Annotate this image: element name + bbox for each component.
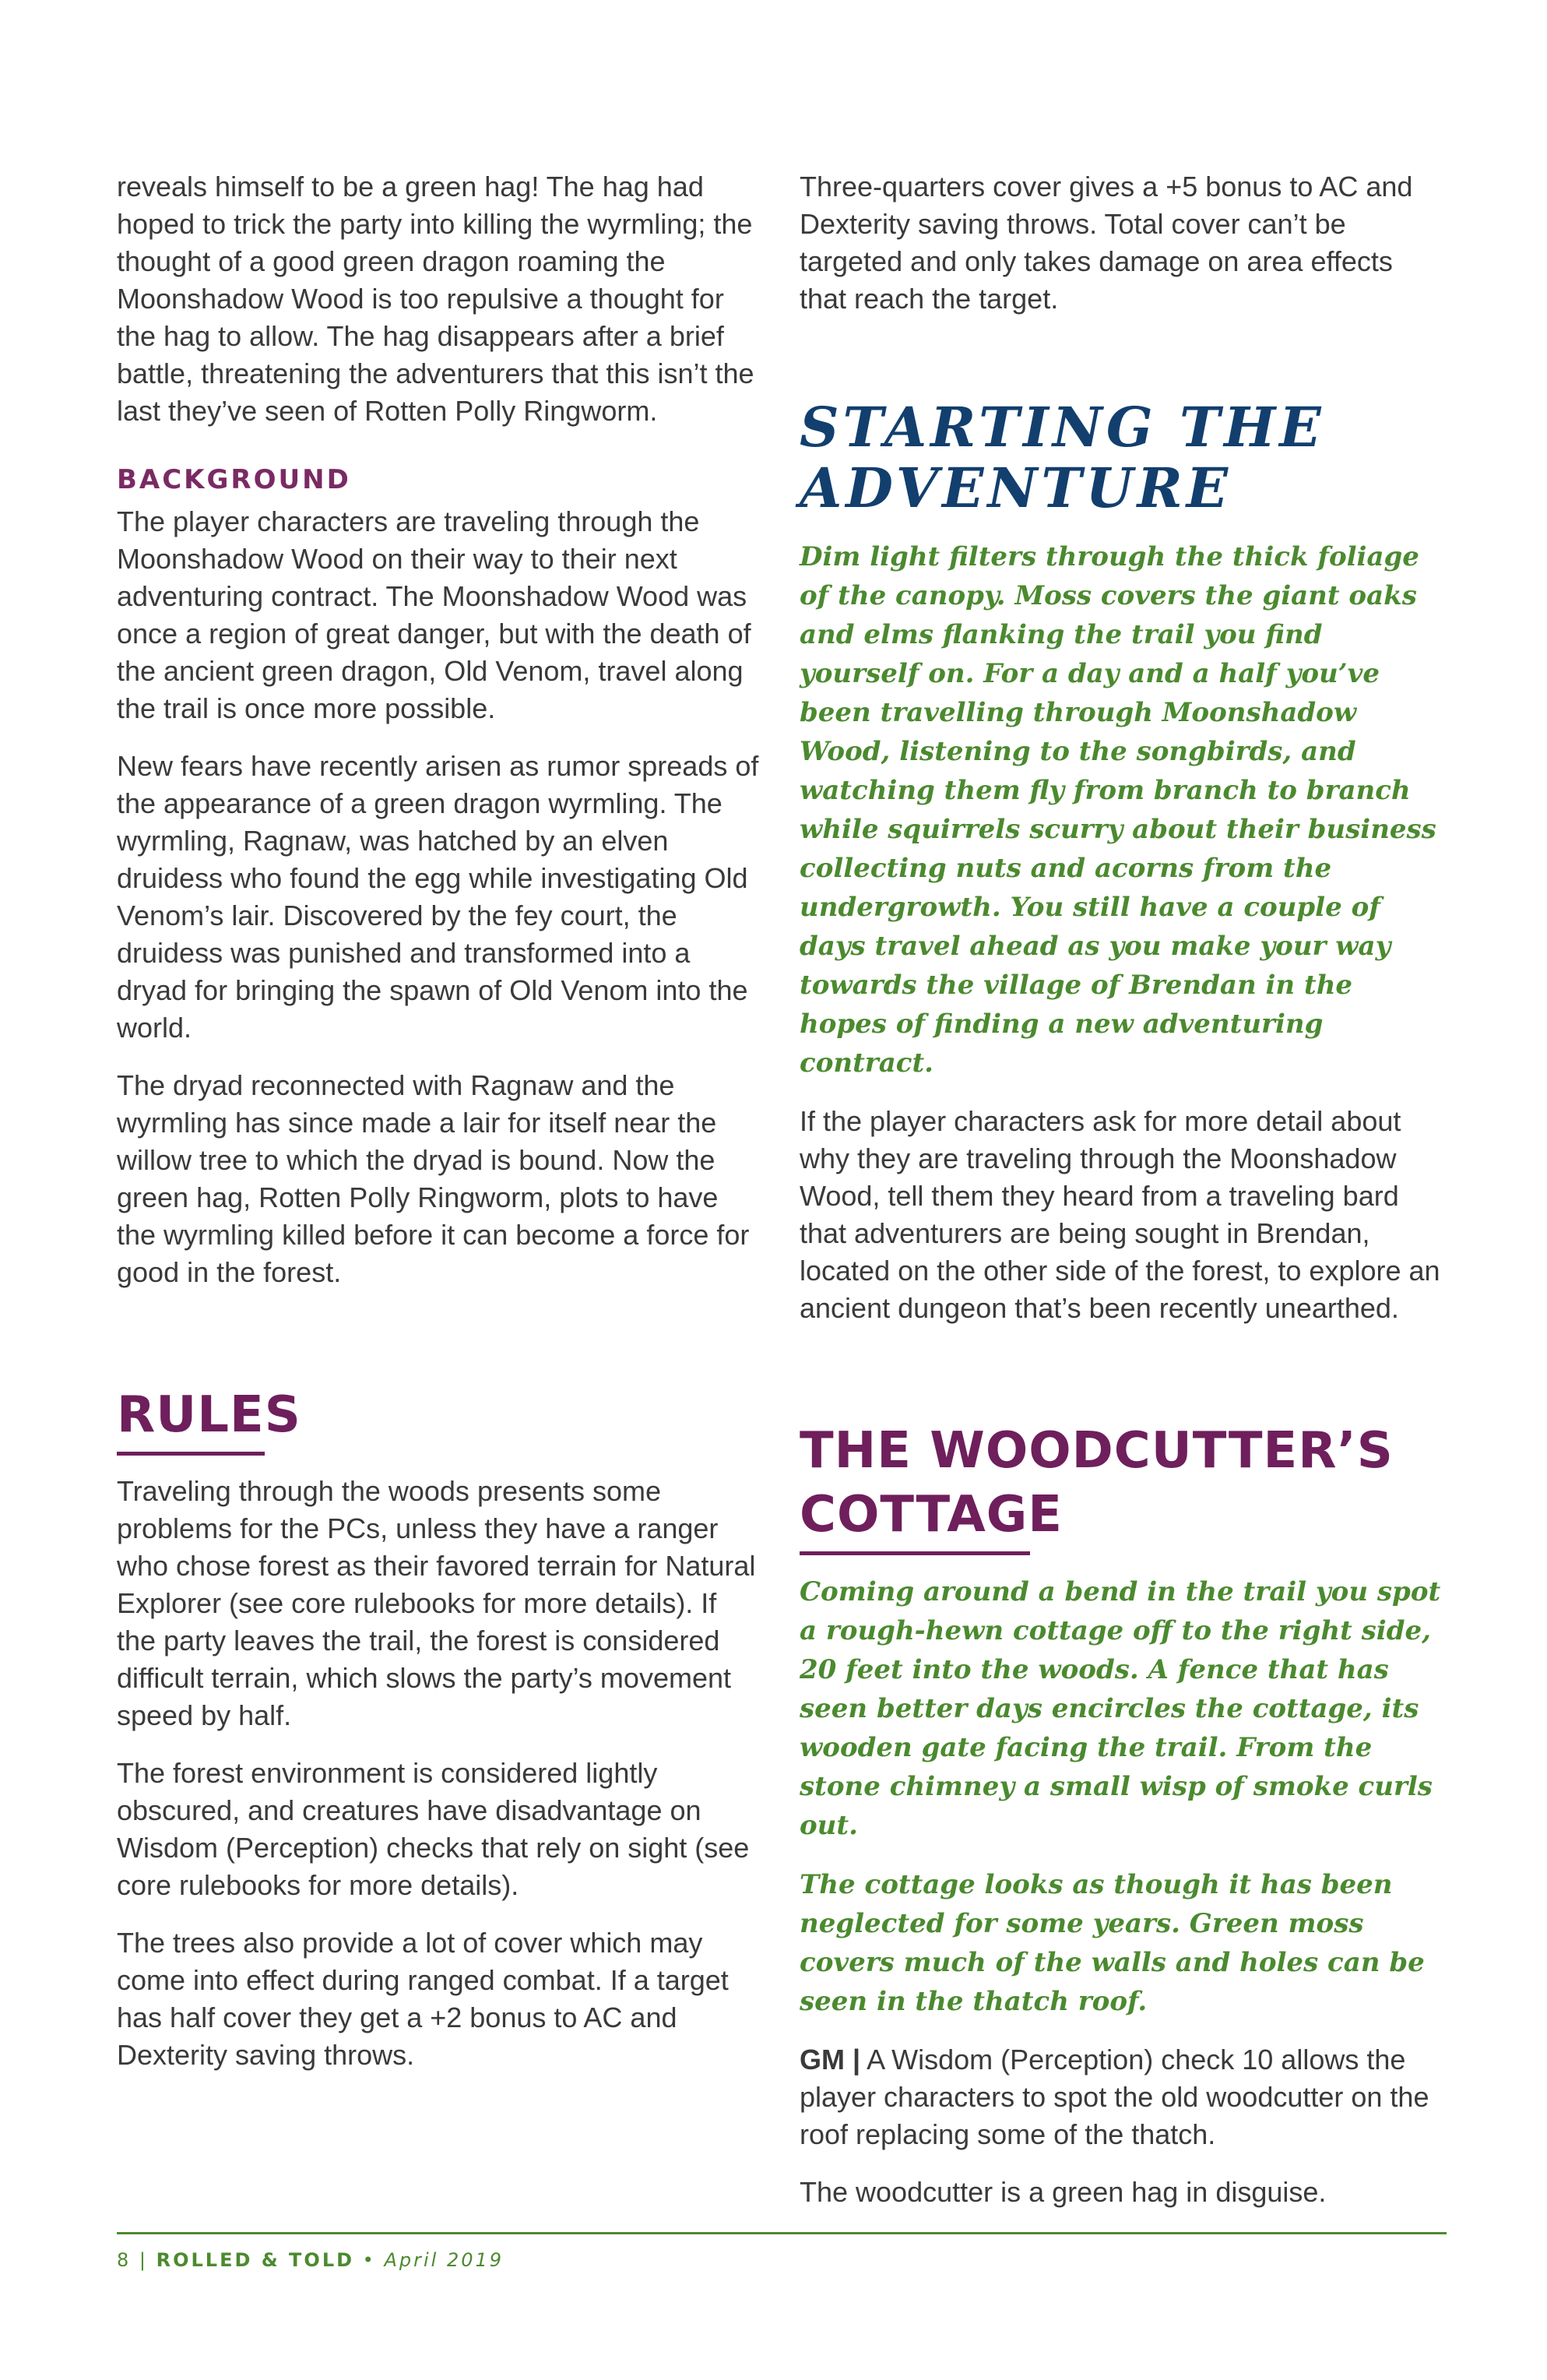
rules-title: RULES [117, 1386, 301, 1444]
read-aloud-text-3: The cottage looks as though it has been neglected for some years. Green moss covers much of the walls and holes can be seen in the thatch roof. [800, 1869, 1425, 2017]
cover-paragraph: Three-quarters cover gives a +5 bonus to AC and Dexterity saving throws. Total cover can’t be targeted and only takes damage on area effects that reach the target. [800, 171, 1413, 315]
gm-note-text: A Wisdom (Perception) check 10 allows the player characters to spot the old woodcutter on the roof replacing some of the thatch. [800, 2044, 1429, 2150]
footer-separator: | [131, 2249, 156, 2271]
gm-note [800, 2041, 1446, 2153]
footer-divider [117, 2232, 1447, 2234]
starting-adventure-title: STARTING THE ADVENTURE [800, 395, 1325, 520]
issue-date: April 2019 [384, 2249, 505, 2271]
cottage-title-underline [800, 1551, 1030, 1555]
gm-label: GM | [800, 2044, 861, 2075]
background-paragraph-2: New fears have recently arisen as rumor spreads of the appearance of a green dragon wyrmling. The wyrmling, Ragnaw, was hatched by an elven druidess who found the egg while investigating Old Venom’s lair. Discovered by the fey court, the druidess was punished and transformed into a dryad for bringing the spawn of Old Venom into the world. [117, 750, 759, 1044]
read-aloud-text-2: Coming around a bend in the trail you spot a rough-hewn cottage off to the right side, 20 feet into the woods. A fence that has seen better days encircles the cottage, its wooden gate facing the trail. From the stone chimney a small wisp of smoke curls out. [800, 1576, 1441, 1841]
background-paragraph-3: The dryad reconnected with Ragnaw and the wyrmling has since made a lair for itself near the willow tree to which the dryad is bound. Now the green hag, Rotten Polly Ringworm, plots to have the wyrmling killed before it can become a force for good in the forest. [117, 1069, 750, 1288]
rules-paragraph-2: The forest environment is considered lightly obscured, and creatures have disadvantage on Wisdom (Perception) checks that rely on sight (see core rulebooks for more details). [117, 1757, 750, 1901]
detail-paragraph: If the player characters ask for more detail about why they are traveling through the Moonshadow Wood, tell them they heard from a traveling bard that adventurers are being sought in Brendan, located on the other side of the forest, to explore an ancient dungeon that’s been recently unearthed. [800, 1105, 1440, 1324]
disguise-paragraph: The woodcutter is a green hag in disguise. [800, 2176, 1327, 2208]
woodcutters-cottage-title: THE WOODCUTTER’S COTTAGE [800, 1422, 1394, 1544]
footer-bullet: • [354, 2249, 385, 2271]
background-heading: BACKGROUND [117, 464, 351, 495]
rules-title-underline [117, 1452, 265, 1456]
page-footer [117, 2249, 504, 2271]
read-aloud-text-1: Dim light filters through the thick foliage of the canopy. Moss covers the giant oaks and elms flanking the trail you find yourself on. For a day and a half you’ve been travelling through Moonshadow Wood, listening to the songbirds, and watching them fly from branch to branch while squirrels scurry about their business collecting nuts and acorns from the undergrowth. You still have a couple of days travel ahead as you make your way towards the village of Brendan in the hopes of finding a new adventuring contract. [800, 541, 1436, 1079]
publication-name: ROLLED & TOLD [156, 2249, 355, 2271]
rules-paragraph-3: The trees also provide a lot of cover which may come into effect during ranged combat. If a target has half cover they get a +2 bonus to AC and Dexterity saving throws. [117, 1927, 729, 2071]
rules-paragraph-1: Traveling through the woods presents some problems for the PCs, unless they have a ranger who chose forest as their favored terrain for Natural Explorer (see core rulebooks for more details). If the party leaves the trail, the forest is considered difficult terrain, which slows the party’s movement speed by half. [117, 1475, 756, 1731]
right-column [800, 168, 1446, 2231]
left-column [117, 168, 761, 2094]
page-number: 8 [117, 2249, 132, 2271]
intro-paragraph: reveals himself to be a green hag! The hag had hoped to trick the party into killing the wyrmling; the thought of a good green dragon roaming the Moonshadow Wood is too repulsive a thought for the hag to allow. The hag disappears after a brief battle, threatening the adventurers that this isn’t the last they’ve seen of Rotten Polly Ringworm. [117, 171, 754, 427]
background-paragraph-1: The player characters are traveling through the Moonshadow Wood on their way to their next adventuring contract. The Moonshadow Wood was once a region of great danger, but with the death of the ancient green dragon, Old Venom, travel along the trail is once more possible. [117, 505, 751, 724]
